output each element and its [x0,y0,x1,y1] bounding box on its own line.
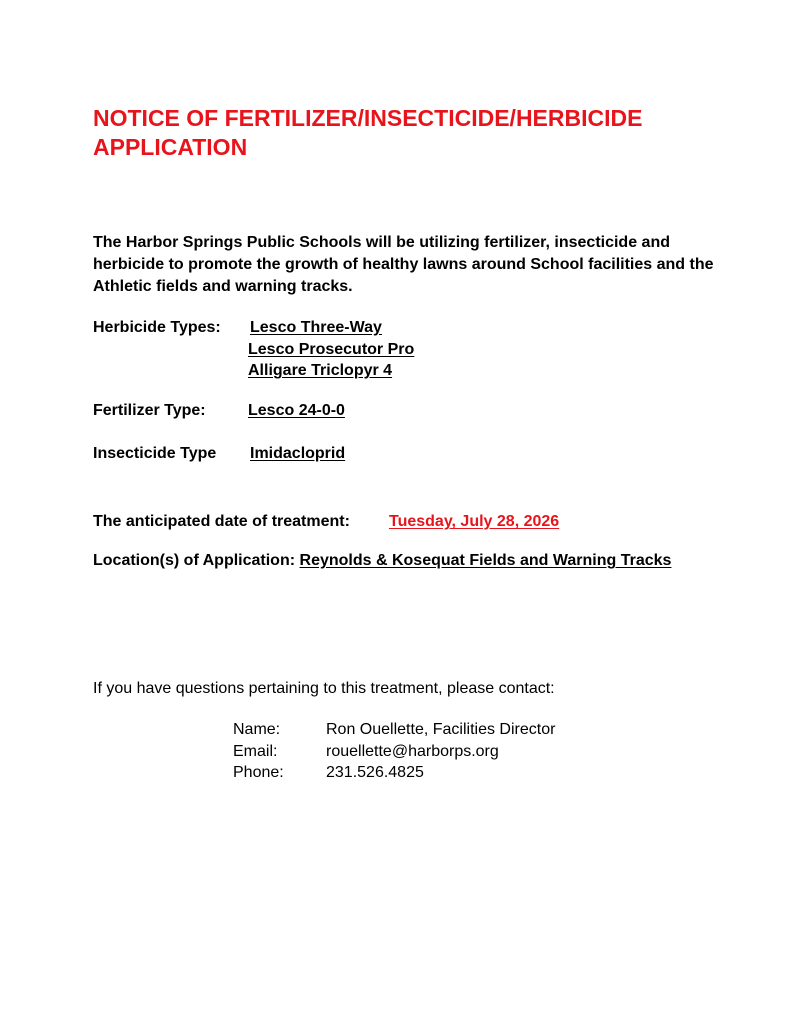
herbicide-item-1: Lesco Three-Way [250,319,382,336]
insecticide-label: Insecticide Type [93,445,217,462]
insecticide-value: Imidacloprid [250,445,346,462]
contact-phone-label: Phone: [233,764,284,781]
location-label: Location(s) of Application: [93,552,296,569]
contact-email-label: Email: [233,743,278,760]
contact-intro: If you have questions pertaining to this treatment, please contact: [93,680,555,697]
herbicide-label: Herbicide Types: [93,319,221,336]
notice-title: NOTICE OF FERTILIZER/INSECTICIDE/HERBICIDE APPLICATION [93,105,643,160]
contact-name-label: Name: [233,721,281,738]
intro-paragraph: The Harbor Springs Public Schools will be utilizing fertilizer, insecticide and herbicide to promote the growth of healthy lawns around School facilities and the Athletic fields and warning tracks. [93,234,714,295]
herbicide-item-3: Alligare Triclopyr 4 [248,362,393,379]
contact-email: rouellette@harborps.org [326,743,499,760]
fertilizer-label: Fertilizer Type: [93,402,206,419]
treatment-date-value: Tuesday, July 28, 2026 [389,513,560,530]
location-row [93,550,713,572]
fertilizer-value: Lesco 24-0-0 [248,402,345,419]
contact-phone: 231.526.4825 [326,764,424,781]
location-value: Reynolds & Kosequat Fields and Warning Tracks [299,552,672,569]
contact-name: Ron Ouellette, Facilities Director [326,721,556,738]
treatment-date-label: The anticipated date of treatment: [93,513,350,530]
herbicide-item-2: Lesco Prosecutor Pro [248,341,415,358]
